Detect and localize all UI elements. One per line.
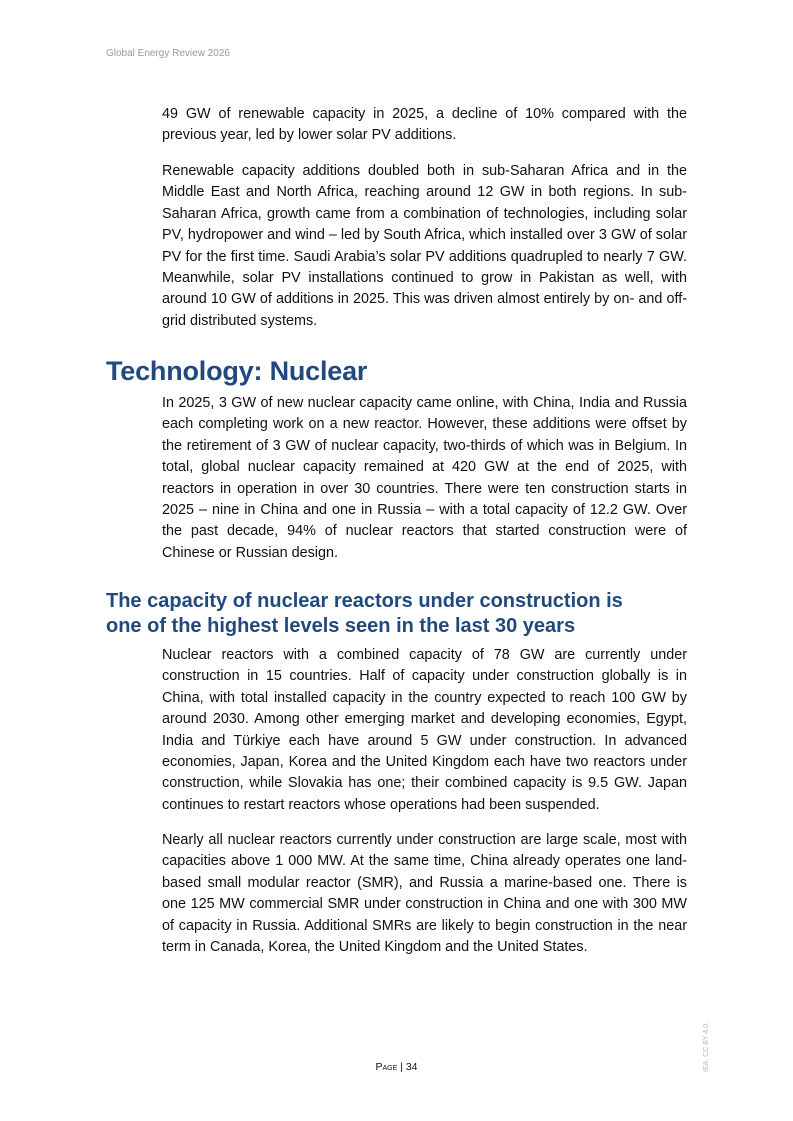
page-separator: | <box>400 1061 403 1073</box>
nuclear-block <box>162 393 687 564</box>
license-notice: IEA. CC BY 4.0. <box>703 1021 710 1072</box>
subheading-line-1: The capacity of nuclear reactors under construction is <box>106 590 623 612</box>
page-number: 34 <box>405 1061 418 1073</box>
paragraph-under-construction: Nuclear reactors with a combined capacity of 78 GW are currently under construction in 15 countries. Half of capacity under construction globally is in China, with total installed capacity in the country expected to reach 100 GW by around 2030. Among other emerging market and developing economies, Egypt, India and Türkiye each have around 5 GW under construction. In advanced economies, Japan, Korea and the United Kingdom each have two reactors under construction, while Slovakia has one; their combined capacity is 9.5 GW. Japan continues to restart reactors whose operations had been suspended. <box>162 647 687 813</box>
intro-block-2 <box>162 161 687 332</box>
section-heading-nuclear: Technology: Nuclear <box>106 356 368 386</box>
page-footer <box>0 1061 793 1073</box>
paragraph-nuclear-2025: In 2025, 3 GW of new nuclear capacity came online, with China, India and Russia each completing work on a new reactor. However, these additions were offset by the retirement of 3 GW of nuclear capacity, two-thirds of which was in Belgium. In total, global nuclear capacity remained at 420 GW at the end of 2025, with reactors in operation in over 30 countries. There were ten construction starts in 2025 – nine in China and one in Russia – with a total capacity of 12.2 GW. Over the past decade, 94% of nuclear reactors that started construction were of Chinese or Russian design. <box>162 395 687 561</box>
paragraph-renewable-regions: Renewable capacity additions doubled both in sub-Saharan Africa and in the Middle East and North Africa, reaching around 12 GW in both regions. In sub-Saharan Africa, growth came from a combination of technologies, including solar PV, hydropower and wind – led by South Africa, which installed over 3 GW of solar PV for the first time. Saudi Arabia’s solar PV additions quadrupled to nearly 7 GW. Meanwhile, solar PV installations continued to grow in Pakistan as well, with around 10 GW of additions in 2025. This was driven almost entirely by on- and off-grid distributed systems. <box>162 163 687 329</box>
intro-block <box>162 104 687 147</box>
subheading-under-construction <box>106 589 706 639</box>
paragraph-smr: Nearly all nuclear reactors currently under construction are large scale, most with capacities above 1 000 MW. At the same time, China already operates one land-based small modular reactor (SMR), and Russia a marine-based one. There is one 125 MW commercial SMR under construction in China and one with 300 MW of capacity in Russia. Additional SMRs are likely to begin construction in the near term in Canada, Korea, the United Kingdom and the United States. <box>162 832 687 956</box>
paragraph-renewable-decline: 49 GW of renewable capacity in 2025, a decline of 10% compared with the previous year, led by lower solar PV additions. <box>162 106 687 144</box>
page-label: Page <box>375 1061 398 1073</box>
subheading-line-2: one of the highest levels seen in the last 30 years <box>106 615 576 637</box>
smr-block <box>162 830 687 958</box>
construction-block <box>162 645 687 816</box>
running-header: Global Energy Review 2026 <box>106 48 230 59</box>
